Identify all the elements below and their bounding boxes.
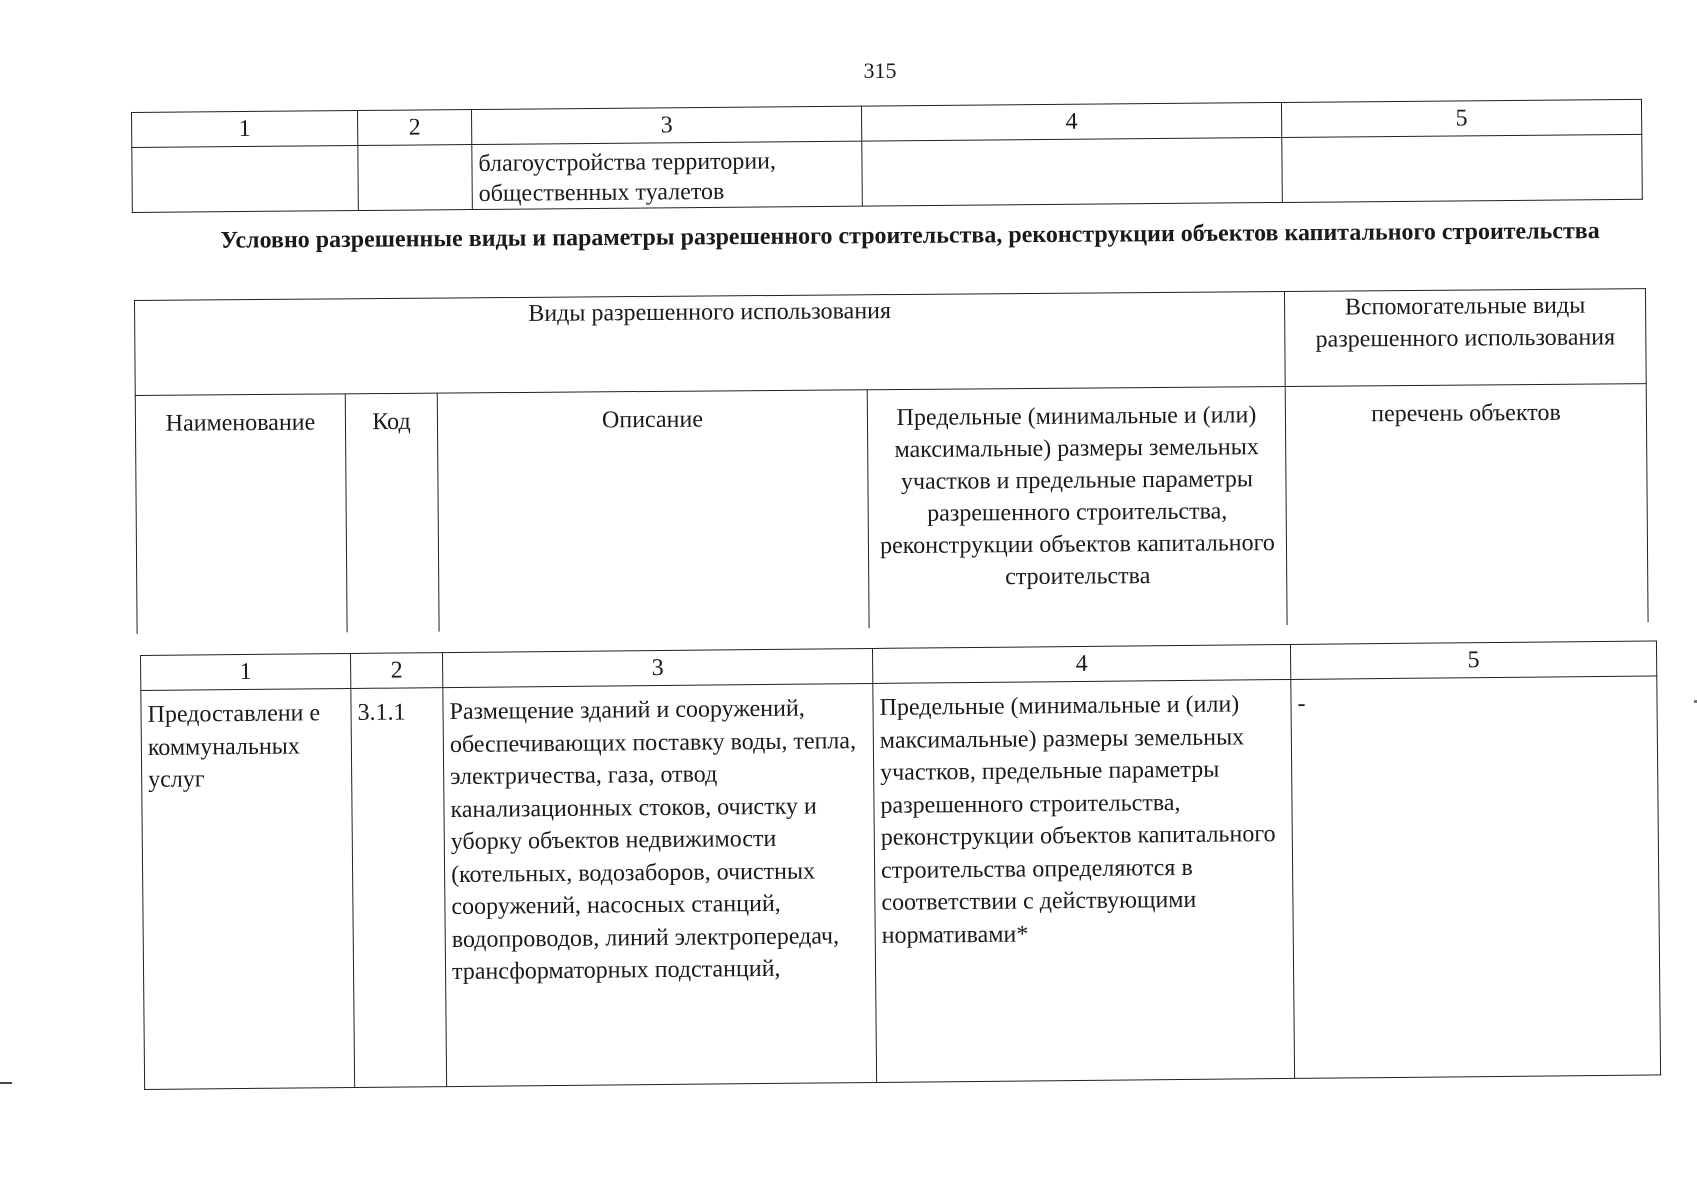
section-heading: Условно разрешенные виды и параметры разрешенного строительства, реконструкции объектов капитального строительства — [220, 218, 1600, 254]
main-table — [140, 640, 1661, 1090]
scan-edge-mark — [0, 1082, 12, 1084]
continuation-table — [131, 99, 1643, 213]
column-number-cell: 1 — [141, 653, 351, 690]
header-table — [134, 288, 1649, 634]
column-number-cell: 2 — [357, 110, 471, 146]
column-number-cell: 4 — [872, 644, 1290, 683]
table-cell — [862, 137, 1283, 206]
use-params-cell: Предельные (минимальные и (или) максимальные) размеры земельных участков, предельные параметры разрешенного строительства, реконструкции объектов капитального строительства определяются в соответствии с действующими нормативами* — [873, 679, 1295, 1082]
col-params-header: Предельные (минимальные и (или) максимальные) размеры земельных участков и предельные параметры разрешенного строительства, реконструкции объектов капитального строительства — [867, 386, 1287, 628]
page-number: 315 — [863, 58, 897, 83]
column-number-cell: 2 — [350, 653, 442, 689]
column-number-cell: 1 — [132, 111, 358, 148]
aux-objects-cell: - — [1291, 676, 1661, 1078]
table-cell — [358, 145, 473, 211]
column-number-cell: 5 — [1290, 641, 1656, 680]
column-number-cell: 5 — [1281, 99, 1641, 137]
table-row — [132, 134, 1643, 212]
table-cell — [1282, 134, 1643, 202]
column-number-cell: 4 — [861, 102, 1281, 141]
column-number-cell: 3 — [442, 648, 872, 687]
column-number-cell: 3 — [471, 106, 861, 144]
column-header-row — [135, 384, 1648, 634]
table-row — [141, 676, 1661, 1090]
table-cell: благоустройства территории, общественных туалетов — [472, 141, 863, 209]
group-main-header: Виды разрешенного использования — [135, 291, 1286, 395]
group-aux-header: Вспомогательные виды разрешенного использования — [1284, 289, 1646, 387]
col-name-header: Наименование — [135, 394, 347, 634]
use-code-cell: 3.1.1 — [351, 688, 447, 1088]
group-header-row — [135, 289, 1647, 396]
table-cell — [132, 146, 359, 213]
col-desc-header: Описание — [437, 390, 869, 632]
use-name-cell: Предоставлени е коммунальных услуг — [141, 688, 355, 1089]
use-description-cell: Размещение зданий и сооружений, обеспечивающих поставку воды, тепла, электричества, газа, отвод канализационных стоков, очистку и уборку объектов недвижимости (котельных, водозаборов, очистных сооружений, насосных станций, водопроводов, линий электропередач, трансформаторных подстанций, — [443, 683, 877, 1086]
col-aux-header: перечень объектов — [1285, 384, 1648, 625]
col-code-header: Код — [345, 393, 439, 632]
